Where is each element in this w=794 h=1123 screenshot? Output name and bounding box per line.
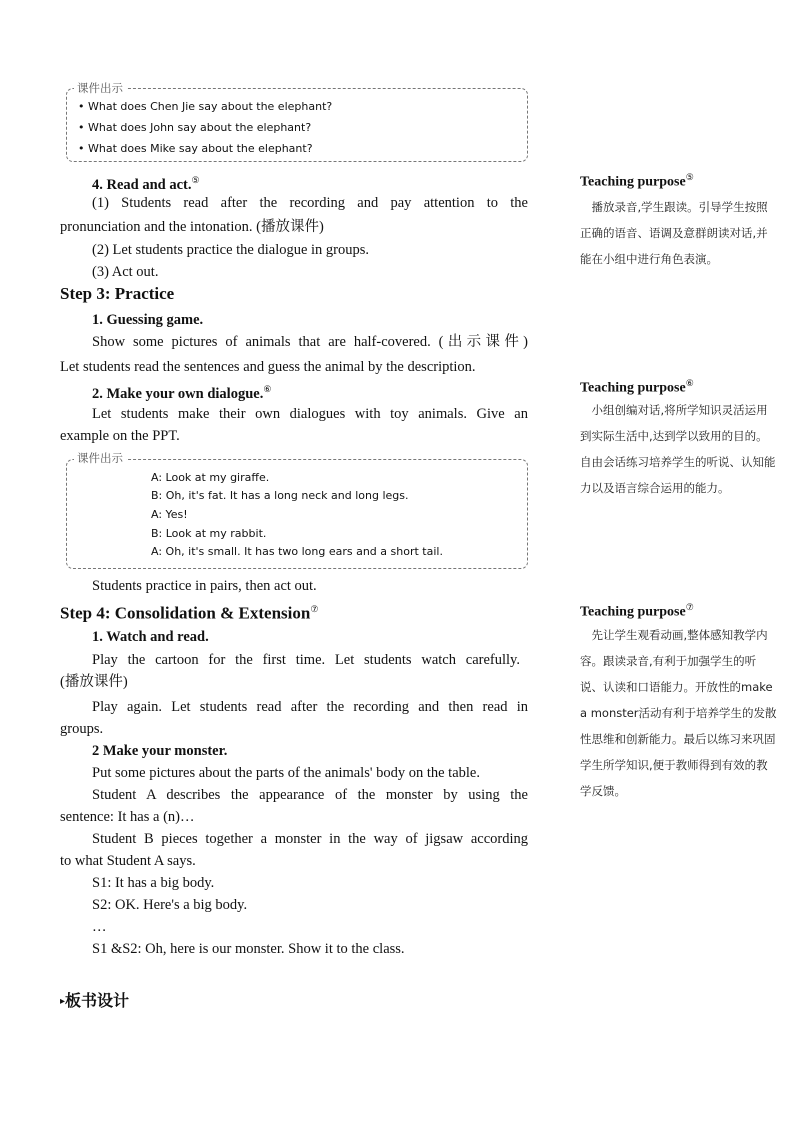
paragraph: Let students read the sentences and guess the animal by the description. (60, 359, 476, 375)
read-act-heading-text: 4. Read and act. (92, 176, 192, 193)
dialogue-line: A: Look at my giraffe. (151, 471, 270, 484)
teaching-purpose-heading (580, 602, 694, 621)
paragraph: (播放课件) (60, 674, 128, 690)
subheading: 2 Make your monster. (92, 743, 228, 759)
subheading: 1. Watch and read. (92, 629, 209, 645)
subheading (92, 380, 271, 403)
paragraph: S2: OK. Here's a big body. (92, 897, 248, 913)
dialogue-line: B: Look at my rabbit. (151, 527, 267, 540)
paragraph: Play again. Let students read after the recording and then read in (92, 699, 528, 715)
dialogue-line: A: Yes! (151, 508, 188, 521)
courseware-box-label: 课件出示 (74, 81, 126, 95)
paragraph: pronunciation and the intonation. (播放课件) (60, 219, 324, 235)
paragraph: S1 &S2: Oh, here is our monster. Show it to the class. (92, 941, 405, 957)
section-heading: Step 3: Practice (60, 284, 175, 303)
paragraph: Put some pictures about the parts of the animals' body on the table. (92, 765, 480, 781)
dialogue-line: B: Oh, it's fat. It has a long neck and long legs. (151, 489, 409, 502)
question-item: • What does Mike say about the elephant? (78, 142, 313, 155)
paragraph: … (92, 919, 107, 935)
subheading: 1. Guessing game. (92, 312, 204, 328)
question-item: • What does Chen Jie say about the elephant? (78, 100, 333, 113)
paragraph: (1) Students read after the recording and pay attention to the (92, 195, 528, 211)
triangle-marker-icon: ▸ (60, 996, 66, 1007)
paragraph: Let students make their own dialogues with toy animals. Give an (92, 406, 528, 422)
dialogue-line: A: Oh, it's small. It has two long ears and a short tail. (151, 545, 443, 558)
footnote-mark: ⑤ (685, 172, 694, 182)
footnote-mark: ⑤ (191, 175, 200, 185)
read-act-heading (92, 171, 200, 194)
paragraph: (2) Let students practice the dialogue in groups. (92, 242, 370, 258)
board-design-heading (60, 988, 129, 1011)
question-item: • What does John say about the elephant? (78, 121, 312, 134)
teaching-purpose-text: 先让学生观看动画,整体感知教学内容。跟读录音,有利于加强学生的听说、认读和口语能力。开放性的make a monster活动有利于培养学生的发散性思维和创新能力。最后以练习来巩固学生所学知识,便于教师得到有效的教学反馈。 (580, 628, 777, 798)
footnote-mark: ⑦ (310, 604, 319, 614)
footnote-mark: ⑥ (685, 378, 694, 388)
teaching-purpose-title: Teaching purpose (580, 380, 686, 396)
paragraph: Show some pictures of animals that are half-covered. (出示课件) (92, 334, 528, 350)
section-heading-text: Step 4: Consolidation & Extension (60, 603, 311, 623)
teaching-purpose-text: 小组创编对话,将所学知识灵活运用到实际生活中,达到学以致用的目的。自由会话练习培养学生的听说、认知能力以及语言综合运用的能力。 (580, 403, 776, 495)
paragraph: Play the cartoon for the first time. Let students watch carefully. (92, 652, 520, 668)
paragraph: example on the PPT. (60, 428, 180, 444)
teaching-purpose-title: Teaching purpose (580, 604, 686, 620)
board-design-title: 板书设计 (65, 991, 130, 1010)
paragraph: to what Student A says. (60, 853, 196, 869)
paragraph: Student B pieces together a monster in the way of jigsaw according (92, 831, 528, 847)
teaching-purpose-heading (580, 378, 694, 397)
teaching-purpose-title: Teaching purpose (580, 174, 686, 190)
subheading-text: 2. Make your own dialogue. (92, 385, 264, 402)
paragraph: Student A describes the appearance of the monster by using the (92, 787, 528, 803)
footnote-mark: ⑥ (263, 384, 272, 394)
section-heading (60, 600, 318, 623)
paragraph: (3) Act out. (92, 264, 159, 280)
courseware-box-label: 课件出示 (74, 451, 126, 465)
paragraph: sentence: It has a (n)… (60, 809, 195, 825)
teaching-purpose-text: 播放录音,学生跟读。引导学生按照正确的语音、语调及意群朗读对话,并能在小组中进行角色表演。 (580, 200, 768, 266)
paragraph: S1: It has a big body. (92, 875, 215, 891)
paragraph: Students practice in pairs, then act out. (92, 578, 317, 594)
teaching-purpose-heading (580, 172, 694, 191)
paragraph: groups. (60, 721, 104, 737)
footnote-mark: ⑦ (685, 602, 694, 612)
